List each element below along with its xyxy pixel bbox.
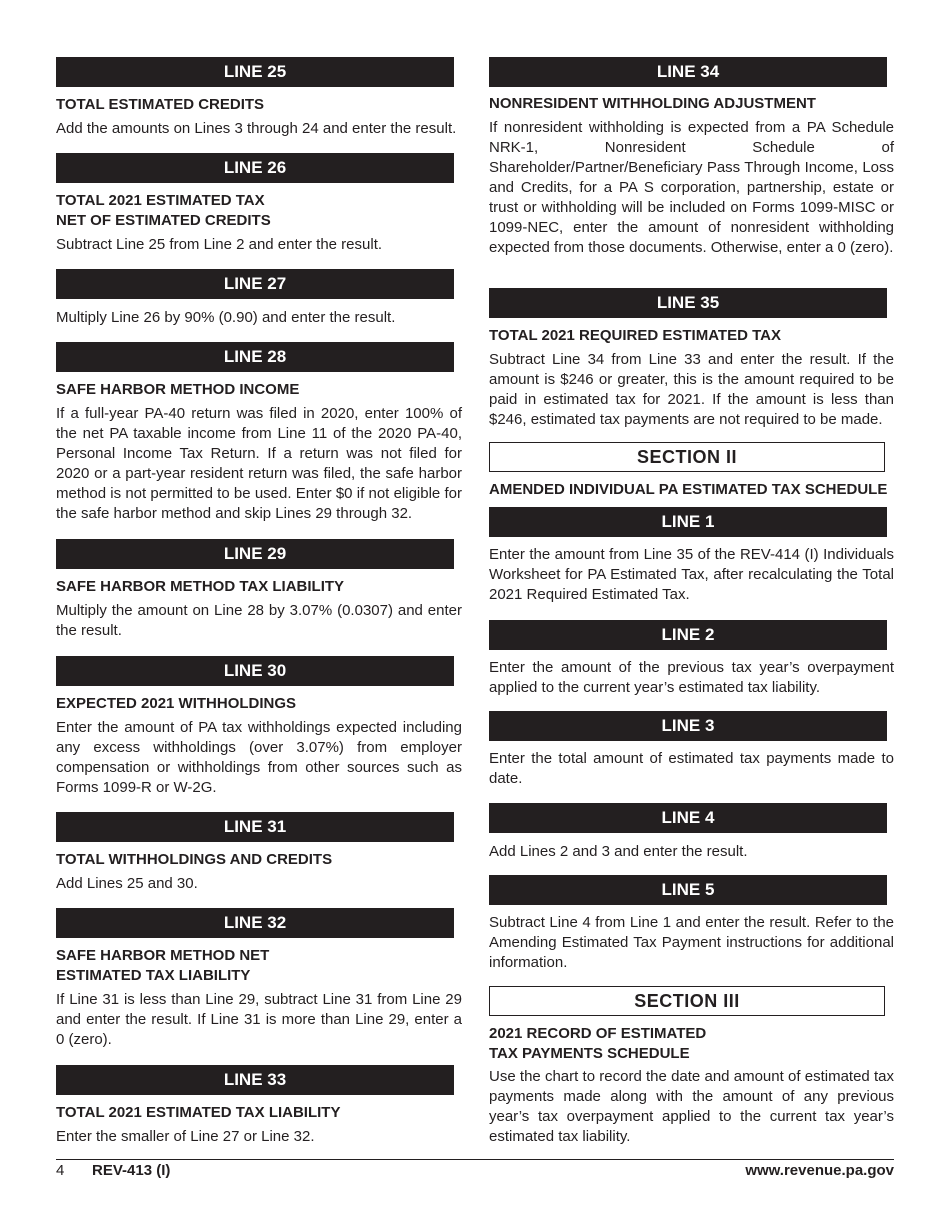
line-32-heading-1: SAFE HARBOR METHOD NET [56,947,270,964]
line-25-heading: TOTAL ESTIMATED CREDITS [56,96,265,113]
line-3-text: Enter the total amount of estimated tax payments made to date. [489,750,894,787]
line-1-text: Enter the amount from Line 35 of the REV-414 (I) Individuals Worksheet for PA Estimated Tax, after recalculating the Total 2021 Required Estimated Tax. [489,546,894,603]
line-35-text: Subtract Line 34 from Line 33 and enter the result. If the amount is $246 or greater, this is the amount required to be paid in estimated tax for 2021. If the amount is less than $246, estimated tax payments are not required to be made. [489,351,894,428]
line-33-bar: LINE 33 [56,1065,454,1095]
line-29-text: Multiply the amount on Line 28 by 3.07% (0.0307) and enter the result. [56,602,462,639]
line-5-bar: LINE 5 [489,875,887,905]
line-25-text: Add the amounts on Lines 3 through 24 and enter the result. [56,120,457,137]
section-iii-box: SECTION III [489,986,885,1016]
line-30-text: Enter the amount of PA tax withholdings expected including any excess withholdings (over 3.07%) from employer compensation or withholdings from other sources such as Forms 1099-R or W-2G. [56,719,462,796]
line-1-bar: LINE 1 [489,507,887,537]
line-30-bar: LINE 30 [56,656,454,686]
line-28-text: If a full-year PA-40 return was filed in 2020, enter 100% of the net PA taxable income from Line 11 of the 2020 PA-40, Personal Income Tax Return. If a return was not filed for 2020 or a part-year resident return was filed, the safe harbor method is not permitted to be used. Enter $0 if not eligible for the safe harbor method and skip Lines 29 through 32. [56,405,462,522]
line-31-bar: LINE 31 [56,812,454,842]
line-31-heading: TOTAL WITHHOLDINGS AND CREDITS [56,851,333,868]
line-33-text: Enter the smaller of Line 27 or Line 32. [56,1128,315,1145]
line-33-heading: TOTAL 2021 ESTIMATED TAX LIABILITY [56,1104,341,1121]
section-ii-heading: AMENDED INDIVIDUAL PA ESTIMATED TAX SCHEDULE [489,481,888,498]
website-link[interactable]: www.revenue.pa.gov [745,1162,894,1179]
line-34-bar: LINE 34 [489,57,887,87]
line-34-heading: NONRESIDENT WITHHOLDING ADJUSTMENT [489,95,816,112]
line-26-heading-1: TOTAL 2021 ESTIMATED TAX [56,192,265,209]
line-26-bar: LINE 26 [56,153,454,183]
line-30-heading: EXPECTED 2021 WITHHOLDINGS [56,695,297,712]
line-31-text: Add Lines 25 and 30. [56,875,198,892]
line-32-heading-2: ESTIMATED TAX LIABILITY [56,967,251,984]
line-4-text: Add Lines 2 and 3 and enter the result. [489,843,748,860]
line-3-bar: LINE 3 [489,711,887,741]
section-iii-heading-2: TAX PAYMENTS SCHEDULE [489,1045,690,1062]
line-2-bar: LINE 2 [489,620,887,650]
line-26-text: Subtract Line 25 from Line 2 and enter the result. [56,236,383,253]
line-29-bar: LINE 29 [56,539,454,569]
line-28-heading: SAFE HARBOR METHOD INCOME [56,381,300,398]
footer-rule [56,1159,894,1160]
line-35-bar: LINE 35 [489,288,887,318]
line-32-text: If Line 31 is less than Line 29, subtract Line 31 from Line 29 and enter the result. If Line 31 is more than Line 29, enter a 0 (zero). [56,991,462,1048]
line-27-text: Multiply Line 26 by 90% (0.90) and enter the result. [56,309,396,326]
section-ii-box: SECTION II [489,442,885,472]
section-iii-heading-1: 2021 RECORD OF ESTIMATED [489,1025,707,1042]
page-number: 4 [56,1162,65,1179]
line-29-heading: SAFE HARBOR METHOD TAX LIABILITY [56,578,345,595]
line-2-text: Enter the amount of the previous tax year’s overpayment applied to the current year’s estimated tax liability. [489,659,894,696]
section-iii-text: Use the chart to record the date and amount of estimated tax payments made along with the amount of any previous year’s tax overpayment applied to the current tax year’s estimated tax liability. [489,1068,894,1145]
line-25-bar: LINE 25 [56,57,454,87]
line-35-heading: TOTAL 2021 REQUIRED ESTIMATED TAX [489,327,781,344]
line-27-bar: LINE 27 [56,269,454,299]
line-28-bar: LINE 28 [56,342,454,372]
line-26-heading-2: NET OF ESTIMATED CREDITS [56,212,271,229]
form-number: REV-413 (I) [92,1162,171,1179]
line-32-bar: LINE 32 [56,908,454,938]
line-4-bar: LINE 4 [489,803,887,833]
line-5-text: Subtract Line 4 from Line 1 and enter the result. Refer to the Amending Estimated Tax Payment instructions for additional information. [489,914,894,971]
line-34-text: If nonresident withholding is expected from a PA Schedule NRK-1, Nonresident Schedule of Shareholder/Partner/Beneficiary Pass Through Income, Loss and Credits, for a PA S corporation, partnership, estate or trust or withholding will be included on Forms 1099-MISC or 1099-NEC, enter the amount of nonresident withholding expected from those documents. Otherwise, enter a 0 (zero). [489,119,894,256]
